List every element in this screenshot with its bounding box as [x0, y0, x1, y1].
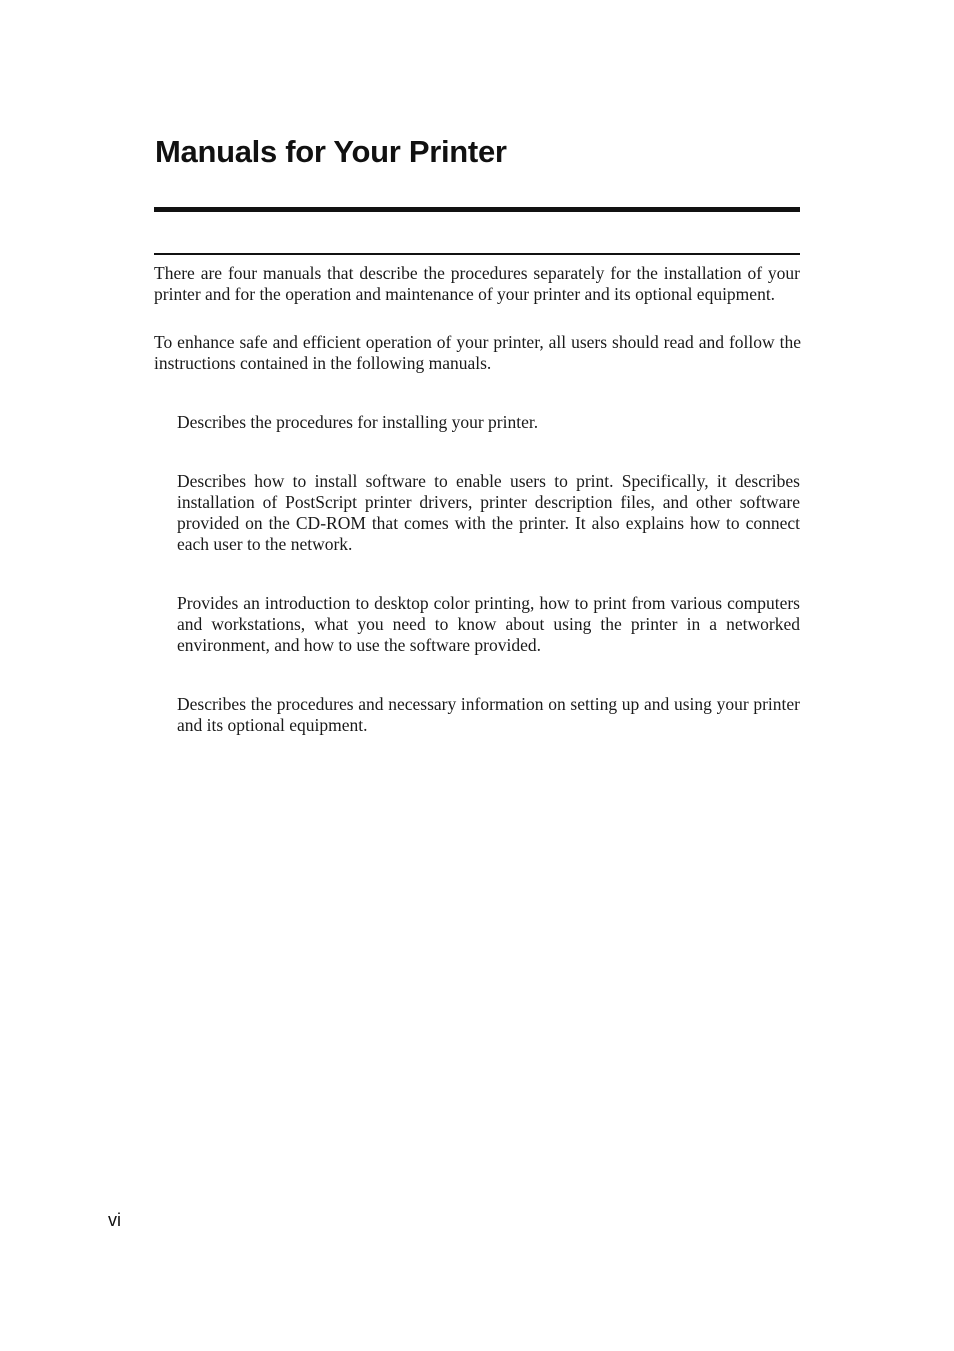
page-number: vi: [108, 1210, 121, 1230]
manual-description: Provides an introduction to desktop color printing, how to print from various computers and workstations, what you need to know about using the printer in a networked environment, and how to use the software provided.: [177, 593, 800, 655]
manual-description: Describes how to install software to enable users to print. Specifically, it describes installation of PostScript printer drivers, printer description files, and other software provided on the CD-ROM that comes with the printer. It also explains how to connect each user to the network.: [177, 471, 800, 554]
intro-paragraph: There are four manuals that describe the procedures separately for the installation of your printer and for the operation and maintenance of your printer and its optional equipment.: [154, 263, 800, 304]
intro-paragraph: To enhance safe and efficient operation of your printer, all users should read and follow the instructions contained in the following manuals.: [154, 332, 801, 373]
manual-description: Describes the procedures and necessary information on setting up and using your printer and its optional equipment.: [177, 694, 800, 735]
manual-description: Describes the procedures for installing your printer.: [177, 412, 539, 432]
title-rule-thick: [154, 207, 800, 212]
page-title: Manuals for Your Printer: [155, 134, 507, 169]
title-rule-thin: [154, 253, 800, 255]
